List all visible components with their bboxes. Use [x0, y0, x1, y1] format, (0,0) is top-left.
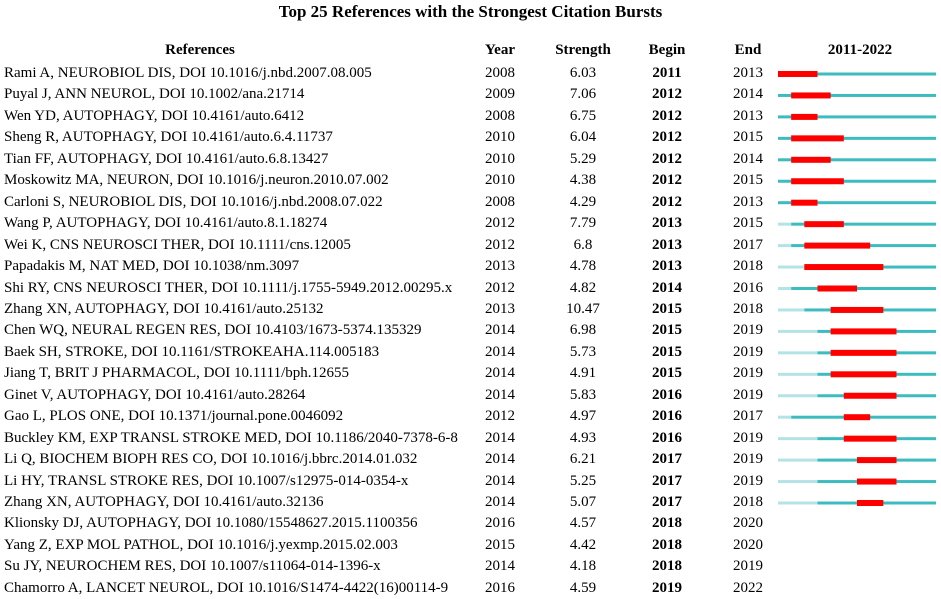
strength-cell: 4.91	[569, 365, 597, 382]
begin-cell: 2017	[652, 451, 682, 468]
begin-cell: 2019	[652, 579, 682, 596]
year-cell: 2012	[485, 236, 515, 253]
reference-cell: Tian FF, AUTOPHAGY, DOI 10.4161/auto.6.8.13427	[4, 150, 329, 167]
strength-cell: 5.29	[569, 150, 597, 167]
pre-publication-segment	[778, 330, 818, 333]
reference-cell: Su JY, NEUROCHEM RES, DOI 10.1007/s11064-014-1396-x	[4, 558, 381, 575]
begin-cell: 2018	[652, 515, 682, 532]
reference-cell: Wen YD, AUTOPHAGY, DOI 10.4161/auto.6412	[4, 107, 305, 124]
end-cell: 2014	[733, 150, 763, 167]
strength-cell: 4.82	[569, 279, 597, 296]
begin-cell: 2014	[652, 279, 682, 296]
year-cell: 2014	[485, 429, 515, 446]
reference-cell: Chamorro A, LANCET NEUROL, DOI 10.1016/S1474-4422(16)00114-9	[4, 579, 449, 596]
header-end: End	[734, 42, 762, 58]
begin-cell: 2011	[652, 65, 682, 81]
burst-bar	[844, 414, 870, 420]
year-cell: 2014	[485, 494, 515, 510]
reference-cell: Baek SH, STROKE, DOI 10.1161/STROKEAHA.114.005183	[4, 343, 380, 360]
burst-bar	[791, 157, 831, 163]
strength-cell: 6.21	[569, 451, 597, 468]
reference-cell: Carloni S, NEUROBIOL DIS, DOI 10.1016/j.nbd.2008.07.022	[4, 193, 383, 210]
year-cell: 2014	[485, 365, 515, 382]
reference-cell: Papadakis M, NAT MED, DOI 10.1038/nm.3097	[4, 258, 300, 275]
burst-bar	[844, 393, 897, 399]
reference-cell: Klionsky DJ, AUTOPHAGY, DOI 10.1080/15548627.2015.1100356	[4, 515, 418, 532]
begin-cell: 2015	[652, 343, 682, 360]
pre-publication-segment	[778, 351, 818, 354]
pre-publication-segment	[778, 394, 818, 397]
strength-cell: 6.04	[569, 129, 597, 146]
pre-publication-segment	[778, 373, 818, 376]
burst-bar	[791, 114, 817, 120]
header-year: Year	[485, 42, 515, 58]
year-cell: 2010	[485, 129, 515, 146]
strength-cell: 5.83	[569, 386, 597, 403]
reference-cell: Moskowitz MA, NEURON, DOI 10.1016/j.neuron.2010.07.002	[4, 172, 389, 189]
reference-cell: Wang P, AUTOPHAGY, DOI 10.4161/auto.8.1.18274	[4, 215, 328, 232]
table-row	[0, 578, 941, 599]
year-cell: 2012	[485, 215, 515, 232]
pre-publication-segment	[778, 223, 791, 226]
reference-cell: Rami A, NEUROBIOL DIS, DOI 10.1016/j.nbd.2007.08.005	[4, 65, 372, 81]
burst-bar	[831, 307, 884, 313]
reference-cell: Ginet V, AUTOPHAGY, DOI 10.4161/auto.28264	[4, 386, 306, 403]
end-cell: 2020	[733, 515, 763, 532]
reference-cell: Jiang T, BRIT J PHARMACOL, DOI 10.1111/bph.12655	[4, 365, 350, 382]
pre-publication-segment	[778, 308, 804, 311]
year-cell: 2014	[485, 451, 515, 468]
burst-bar	[844, 436, 897, 442]
burst-bar	[804, 264, 883, 270]
begin-cell: 2013	[652, 215, 682, 232]
strength-cell: 5.07	[569, 494, 597, 510]
reference-cell: Buckley KM, EXP TRANSL STROKE MED, DOI 10.1186/2040-7378-6-8	[4, 429, 458, 446]
end-cell: 2019	[733, 322, 763, 339]
end-cell: 2018	[733, 258, 763, 275]
begin-cell: 2018	[652, 536, 682, 553]
burst-bar	[791, 92, 831, 98]
burst-bar	[791, 200, 817, 206]
reference-cell: Shi RY, CNS NEUROSCI THER, DOI 10.1111/j.1755-5949.2012.00295.x	[4, 279, 453, 296]
end-cell: 2015	[733, 172, 763, 189]
year-cell: 2012	[485, 408, 515, 425]
begin-cell: 2015	[652, 365, 682, 382]
reference-cell: Wei K, CNS NEUROSCI THER, DOI 10.1111/cns.12005	[4, 236, 351, 253]
year-cell: 2016	[485, 579, 515, 596]
end-cell: 2013	[733, 193, 763, 210]
pre-publication-segment	[778, 244, 791, 247]
strength-cell: 6.03	[569, 65, 597, 81]
strength-cell: 4.38	[569, 172, 597, 189]
year-cell: 2010	[485, 172, 515, 189]
pre-publication-segment	[778, 437, 818, 440]
begin-cell: 2016	[652, 408, 682, 425]
burst-bar	[857, 500, 883, 506]
begin-cell: 2012	[652, 172, 682, 189]
reference-cell: Zhang XN, AUTOPHAGY, DOI 10.4161/auto.25132	[4, 300, 324, 317]
pre-publication-segment	[778, 287, 791, 290]
table-row	[0, 556, 941, 577]
reference-cell: Puyal J, ANN NEUROL, DOI 10.1002/ana.21714	[4, 86, 305, 103]
end-cell: 2013	[733, 107, 763, 124]
end-cell: 2016	[733, 279, 763, 296]
year-cell: 2015	[485, 536, 515, 553]
strength-cell: 4.18	[569, 558, 597, 575]
active-period-segment	[791, 287, 936, 290]
year-cell: 2008	[485, 65, 515, 81]
pre-publication-segment	[778, 459, 818, 462]
burst-bar	[804, 221, 844, 227]
year-cell: 2012	[485, 279, 515, 296]
strength-cell: 4.29	[569, 193, 597, 210]
begin-cell: 2016	[652, 429, 682, 446]
end-cell: 2019	[733, 386, 763, 403]
end-cell: 2013	[733, 65, 763, 81]
year-cell: 2014	[485, 322, 515, 339]
reference-cell: Gao L, PLOS ONE, DOI 10.1371/journal.pone.0046092	[4, 408, 344, 425]
strength-cell: 4.57	[569, 515, 597, 532]
year-cell: 2013	[485, 300, 515, 317]
begin-cell: 2012	[652, 129, 682, 146]
end-cell: 2018	[733, 494, 763, 510]
begin-cell: 2012	[652, 193, 682, 210]
reference-cell: Li HY, TRANSL STROKE RES, DOI 10.1007/s12975-014-0354-x	[4, 472, 409, 489]
begin-cell: 2018	[652, 558, 682, 575]
year-cell: 2014	[485, 472, 515, 489]
burst-bar	[791, 178, 844, 184]
reference-cell: Li Q, BIOCHEM BIOPH RES CO, DOI 10.1016/j.bbrc.2014.01.032	[4, 451, 418, 468]
strength-cell: 7.06	[569, 86, 597, 103]
year-cell: 2009	[485, 86, 515, 103]
burst-bar	[831, 350, 897, 356]
strength-cell: 6.98	[569, 322, 597, 339]
begin-cell: 2016	[652, 386, 682, 403]
begin-cell: 2013	[652, 236, 682, 253]
header-begin: Begin	[648, 42, 686, 58]
end-cell: 2018	[733, 300, 763, 317]
end-cell: 2019	[733, 472, 763, 489]
header-timeline-range: 2011-2022	[827, 42, 893, 58]
end-cell: 2020	[733, 536, 763, 553]
begin-cell: 2012	[652, 86, 682, 103]
year-cell: 2008	[485, 107, 515, 124]
end-cell: 2022	[733, 579, 763, 596]
reference-cell: Zhang XN, AUTOPHAGY, DOI 10.4161/auto.32136	[4, 494, 324, 510]
table-row	[0, 535, 941, 556]
end-cell: 2017	[733, 236, 763, 253]
strength-cell: 4.93	[569, 429, 597, 446]
reference-cell: Sheng R, AUTOPHAGY, DOI 10.4161/auto.6.4.11737	[4, 129, 333, 146]
end-cell: 2019	[733, 343, 763, 360]
header-strength: Strength	[555, 42, 611, 58]
burst-bar	[818, 286, 858, 292]
pre-publication-segment	[778, 502, 818, 505]
strength-cell: 4.78	[569, 258, 597, 275]
end-cell: 2019	[733, 429, 763, 446]
year-cell: 2013	[485, 258, 515, 275]
begin-cell: 2012	[652, 107, 682, 124]
begin-cell: 2012	[652, 150, 682, 167]
year-cell: 2016	[485, 515, 515, 532]
year-cell: 2014	[485, 558, 515, 575]
burst-bar	[804, 243, 870, 249]
burst-bar	[857, 479, 897, 485]
strength-cell: 4.97	[569, 408, 597, 425]
pre-publication-segment	[778, 416, 791, 419]
pre-publication-segment	[778, 266, 804, 269]
end-cell: 2019	[733, 558, 763, 575]
burst-bar	[831, 328, 897, 334]
strength-cell: 4.42	[569, 536, 597, 553]
year-cell: 2008	[485, 193, 515, 210]
chart-title: Top 25 References with the Strongest Citation Bursts	[278, 2, 663, 21]
pre-publication-segment	[778, 480, 818, 483]
burst-bar	[778, 71, 818, 77]
reference-cell: Chen WQ, NEURAL REGEN RES, DOI 10.4103/1673-5374.135329	[4, 322, 422, 339]
begin-cell: 2017	[652, 494, 682, 510]
year-cell: 2014	[485, 343, 515, 360]
strength-cell: 6.8	[573, 236, 593, 253]
strength-cell: 7.79	[569, 215, 597, 232]
end-cell: 2015	[733, 215, 763, 232]
year-cell: 2014	[485, 386, 515, 403]
begin-cell: 2013	[652, 258, 682, 275]
end-cell: 2017	[733, 408, 763, 425]
burst-bar	[857, 457, 897, 463]
begin-cell: 2017	[652, 472, 682, 489]
strength-cell: 10.47	[566, 300, 600, 317]
strength-cell: 5.25	[569, 472, 597, 489]
burst-bar	[831, 371, 897, 377]
end-cell: 2015	[733, 129, 763, 146]
strength-cell: 6.75	[569, 107, 597, 124]
reference-cell: Yang Z, EXP MOL PATHOL, DOI 10.1016/j.yexmp.2015.02.003	[4, 536, 398, 553]
end-cell: 2014	[733, 86, 763, 103]
header-references: References	[165, 42, 235, 58]
begin-cell: 2015	[652, 322, 682, 339]
burst-bar	[791, 135, 844, 141]
year-cell: 2010	[485, 150, 515, 167]
begin-cell: 2015	[652, 300, 682, 317]
strength-cell: 4.59	[569, 579, 597, 596]
end-cell: 2019	[733, 365, 763, 382]
strength-cell: 5.73	[569, 343, 597, 360]
end-cell: 2019	[733, 451, 763, 468]
